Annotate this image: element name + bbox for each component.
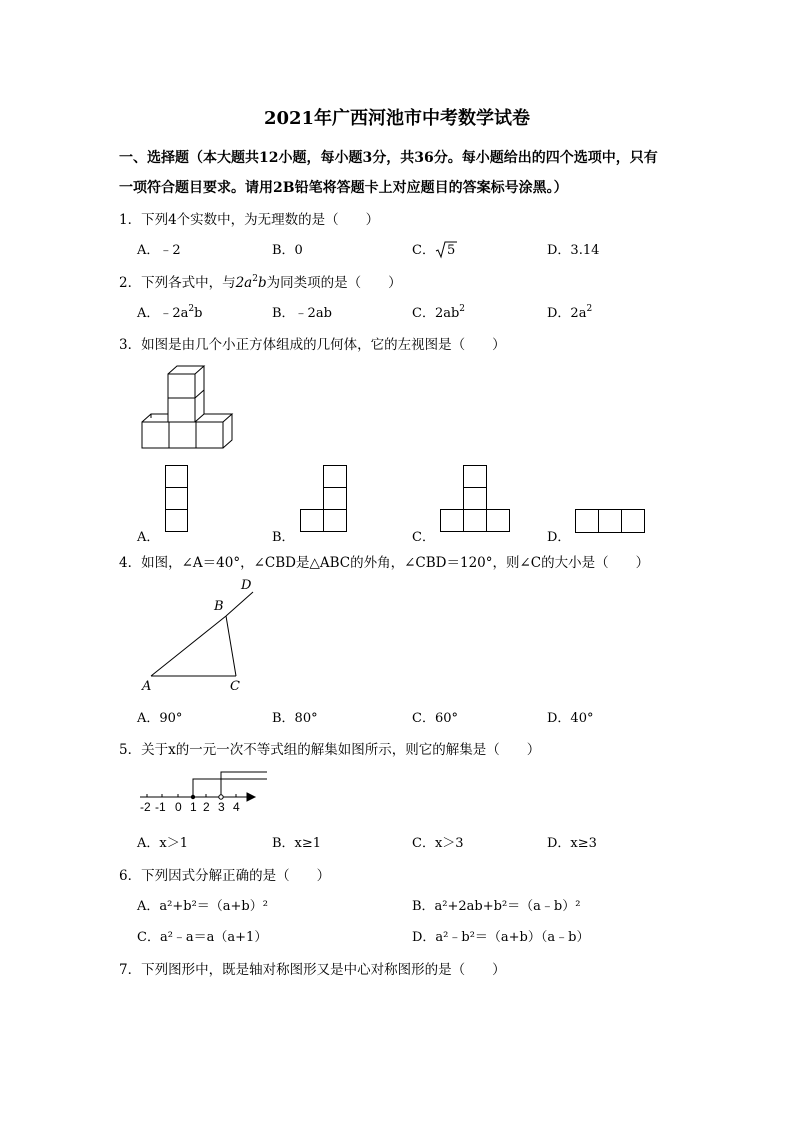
question-4-option-c: C．60° [412,711,458,726]
sqrt-expression [435,243,455,258]
stem-text-end: 为同类项的是（ ） [266,275,402,291]
option-text: A．﹣2a [137,306,189,321]
sqrt-radicand: 5 [446,243,456,258]
question-2-option-a [137,302,202,321]
tick-label: 3 [218,800,225,814]
section-header-line2: 一项符合题目要求。请用2B铅笔将答题卡上对应题目的答案标号涂黑。） [119,180,568,196]
point-label-a [142,679,151,694]
option-text-end: b [194,306,203,321]
question-6-option-a: A．a²+b²＝（a+b）² [137,899,268,914]
sqrt-icon [435,241,449,259]
question-1-option-a: A．﹣2 [137,243,181,258]
stem-text: 2．下列各式中，与 [119,275,236,291]
question-1-option-c [412,239,455,258]
option-exponent: 2 [586,304,593,314]
tick-label: 4 [233,800,240,814]
label-c-text: C [230,679,240,694]
question-6-stem: 6．下列因式分解正确的是（ ） [119,868,331,884]
question-1-option-d: D．3.14 [547,243,600,258]
page-title: 2021年广西河池市中考数学试卷 [263,108,531,129]
question-3-option-b: B． [272,530,295,545]
option-exponent: 2 [188,304,195,314]
question-2-stem [119,271,402,291]
label-a-text: A [142,679,152,694]
question-5-stem: 5．关于x的一元一次不等式组的解集如图所示，则它的解集是（ ） [119,742,541,758]
question-5-option-c: C．x＞3 [412,836,464,851]
question-6-option-d: D．a²﹣b²＝（a+b）（a﹣b） [412,930,590,945]
question-5-option-b: B．x≥1 [272,836,322,851]
tick-label: 2 [203,800,210,814]
question-3-option-c: C． [412,530,435,545]
question-4-option-b: B．80° [272,711,318,726]
question-3-option-a: A． [137,530,160,545]
label-b-text: B [214,599,224,614]
question-2-option-d [547,302,592,321]
tick-label: 1 [190,800,197,814]
stem-variable: b [257,275,267,291]
label-d-text: D [241,578,252,593]
option-a-figure [165,465,189,535]
question-5-option-d: D．x≥3 [547,836,597,851]
option-b-figure [300,465,348,535]
question-3-option-d: D． [547,530,571,545]
question-2-option-b: B．﹣2ab [272,306,332,321]
option-text: D．2a [547,306,587,321]
question-3-stem: 3．如图是由几个小正方体组成的几何体，它的左视图是（ ） [119,337,506,353]
point-label-b [214,599,224,614]
option-exponent: 2 [459,304,466,314]
question-1-option-b: B．0 [272,243,303,258]
option-c-figure [440,465,512,535]
question-4-stem: 4．如图，∠A＝40°，∠CBD是△ABC的外角，∠CBD＝120°，则∠C的大小是（ ） [119,555,650,571]
tick-label: -1 [155,800,166,814]
stem-exponent: 2 [252,274,258,284]
question-7-stem: 7．下列图形中，既是轴对称图形又是中心对称图形的是（ ） [119,962,506,978]
tick-label: -2 [140,800,151,814]
point-label-c [230,679,240,694]
question-4-option-a: A．90° [137,711,183,726]
option-d-figure [575,509,647,535]
stem-expression: 2a [235,275,253,291]
triangle-figure [140,578,270,698]
section-header-line1: 一、选择题（本大题共12小题，每小题3分，共36分。每小题给出的四个选项中，只有 [119,150,658,166]
question-5-option-a: A．x＞1 [137,836,188,851]
option-c-prefix: C． [412,243,435,258]
tick-label: 0 [175,800,182,814]
cube-solid-figure [140,362,240,452]
point-label-d [241,578,251,593]
question-2-option-c [412,302,465,321]
question-4-option-d: D．40° [547,711,594,726]
question-1-stem: 1．下列4个实数中，为无理数的是（ ） [119,212,380,228]
question-6-option-b: B．a²+2ab+b²＝（a﹣b）² [412,899,581,914]
question-6-option-c: C．a²﹣a＝a（a+1） [137,930,268,945]
option-text: C．2ab [412,306,460,321]
